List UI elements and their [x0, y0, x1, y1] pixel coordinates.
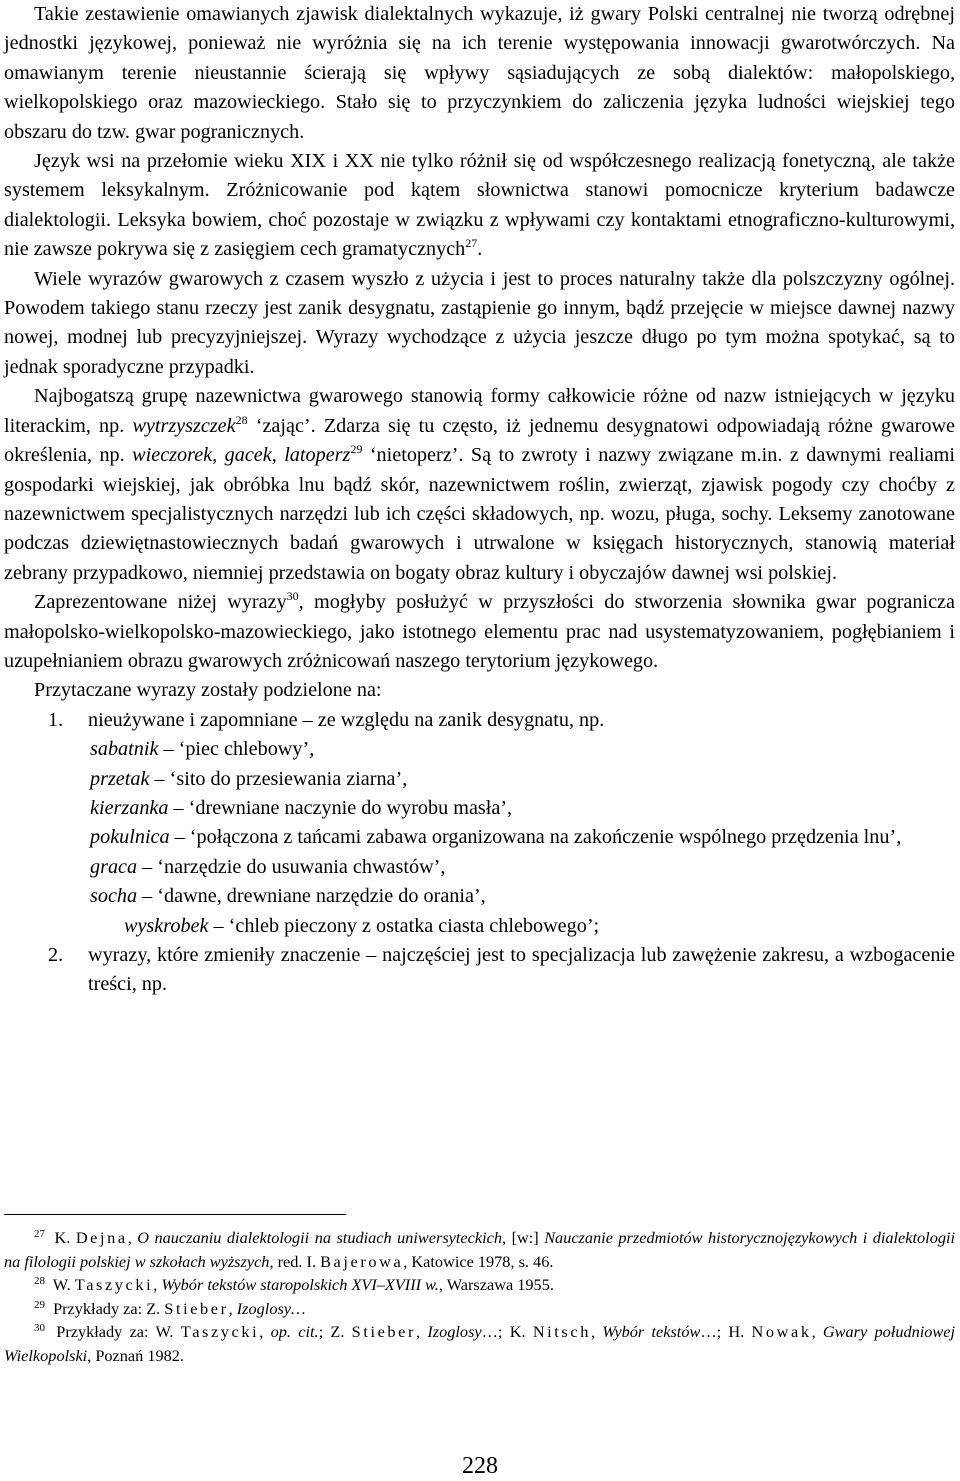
paragraph-1	[4, 0, 955, 147]
example-item	[4, 823, 955, 852]
paragraph-4	[4, 382, 955, 588]
footnotes	[4, 1226, 955, 1368]
footnote-27-mark: 27	[34, 1228, 45, 1240]
paragraph-4-term-1: wytrzyszczek	[132, 414, 236, 437]
example-definition: – ‘drewniane naczynie do wyrobu masła’,	[168, 796, 513, 819]
footnote-29-author: Stieber	[164, 1298, 229, 1318]
paragraph-2-end: .	[477, 238, 483, 261]
footnote-27-text: , Katowice 1978, s. 46.	[403, 1251, 554, 1271]
example-definition: – ‘chleb pieczony z ostatka ciasta chlebowego’;	[208, 914, 600, 937]
footnote-27	[4, 1226, 955, 1273]
example-list	[4, 735, 955, 941]
footnote-29	[4, 1297, 955, 1321]
footnote-28-text: ,	[153, 1275, 162, 1295]
footnote-27-book-title: Nauczanie przedmiotów historycznojęzykowych i dialektologii na filologii polskiej w szkołach wyższych	[4, 1228, 956, 1271]
footnote-30-title: Izoglosy	[427, 1322, 482, 1342]
footnote-28-text: , Warszawa 1955.	[438, 1275, 554, 1295]
footnote-30-mark: 30	[34, 1322, 45, 1335]
paragraph-3	[4, 265, 955, 383]
footnote-30-title: Wybór tekstów	[602, 1322, 701, 1342]
paragraph-4-text-a: Najbogatszą grupę nazewnictwa gwarowego stanowią formy całkowicie różne od nazw istniejących w języku literackim, np.	[4, 385, 955, 437]
footnote-27-author: Dejna	[75, 1228, 128, 1247]
paragraph-6	[4, 676, 955, 705]
paragraph-4-text-b: ‘zając’. Zdarza się tu często, iż jednemu desygnatowi odpowiadają różne gwarowe określenia, np.	[4, 414, 955, 467]
footnote-28-author: Taszycki	[74, 1275, 154, 1295]
example-term: pokulnica	[90, 826, 170, 849]
footnote-ref-27: 27	[465, 236, 478, 251]
example-term: socha	[90, 885, 138, 908]
footnote-27-text: K.	[49, 1228, 76, 1247]
example-definition: – ‘narzędzie do usuwania chwastów’,	[137, 855, 446, 878]
list-item-1	[4, 706, 955, 735]
example-item	[4, 794, 955, 823]
example-item	[4, 765, 955, 794]
footnote-30-text: ,	[259, 1322, 271, 1342]
paragraph-6-text: Przytaczane wyrazy zostały podzielone na:	[34, 679, 382, 702]
footnote-28-mark: 28	[34, 1275, 45, 1288]
footnote-30-text: Przykłady za: W.	[49, 1322, 181, 1342]
example-definition: – ‘połączona z tańcami zabawa organizowana na zakończenie wspólnego przędzenia lnu’,	[169, 826, 902, 849]
footnote-30-text: …; K.	[481, 1322, 533, 1342]
footnote-29-text: ,	[228, 1298, 237, 1318]
footnote-30-text: …; H.	[700, 1322, 752, 1342]
footnote-28-text: W.	[49, 1275, 75, 1295]
footnote-30-author: Stieber	[351, 1322, 416, 1342]
footnote-30-text: ; Z.	[318, 1322, 352, 1342]
footnote-ref-30: 30	[286, 589, 299, 604]
main-text	[4, 0, 955, 1000]
example-term: kierzanka	[90, 796, 169, 819]
footnote-30-text: , Poznań 1982.	[87, 1345, 184, 1365]
example-definition: – ‘dawne, drewniane narzędzie do orania’,	[137, 885, 486, 908]
example-term: graca	[90, 855, 138, 878]
footnote-30-title: op. cit.	[270, 1322, 319, 1342]
list-item-1-number: 1.	[48, 708, 64, 731]
list-item-2-text: wyrazy, które zmieniły znaczenie – najczęściej jest to specjalizacja lub zawężenie zakresu, a wzbogacenie treści, np.	[88, 944, 955, 996]
paragraph-3-text: Wiele wyrazów gwarowych z czasem wyszło z użycia i jest to proces naturalny także dla polszczyzny ogólnej. Powodem takiego stanu rzeczy jest zanik desygnatu, zastąpienie go innym, bądź przejęcie w miejsce dawnej nazwy nowej, modnej lub precyzyjniejszej. Wyrazy wychodzące z użycia jeszcze długo po tym można spotykać, są to jednak sporadyczne przypadki.	[4, 267, 955, 378]
footnote-ref-29: 29	[350, 442, 363, 457]
example-item	[4, 735, 955, 764]
footnote-30-author: Nowak	[751, 1322, 812, 1342]
paragraph-4-text-c: ‘nietoperz’. Są to zwroty i nazwy związane m.in. z dawnymi realiami gospodarki wiejskiej, jak obróbka lnu bądź skór, nazewnictwem roślin, zwierząt, zjawisk pogody czy choćby z nazewnictwem specjalistycznych narzędzi lub ich części składowych, np. wozu, pługa, sochy. Leksemy zanotowane podczas dziewiętnastowiecznych badań gwarowych i utrwalone w księgach historycznych, stanowią materiał zebrany przypadkowo, niemniej przedstawia on bogaty obraz kultury i obyczajów dawnej wsi polskiej.	[4, 444, 955, 584]
list-item-2-number: 2.	[48, 944, 64, 966]
example-item	[4, 912, 955, 941]
footnote-30-author: Nitsch	[532, 1322, 591, 1342]
footnote-27-title: O nauczaniu dialektologii na studiach uniwersyteckich	[137, 1228, 503, 1247]
list-item-1-text: nieużywane i zapomniane – ze względu na zanik desygnatu, np.	[88, 708, 605, 731]
paragraph-5-text-b: , mogłyby posłużyć w przyszłości do stworzenia słownika gwar pogranicza małopolsko-wielkopolsko-mazowieckiego, jako istotnego elementu prac nad usystematyzowaniem, pogłębianiem i uzupełnianiem obrazu gwarowych zróżnicowań naszego terytorium językowego.	[4, 591, 955, 672]
footnote-29-title: Izoglosy…	[236, 1298, 306, 1318]
example-definition: – ‘piec chlebowy’,	[158, 738, 315, 761]
example-term: wyskrobek	[124, 914, 209, 937]
example-item	[4, 853, 955, 882]
footnote-28	[4, 1273, 955, 1297]
footnote-29-mark: 29	[34, 1298, 45, 1311]
footnote-30-text: ,	[811, 1322, 823, 1342]
page-number: 228	[462, 1453, 498, 1479]
footnote-30-title: Gwary południowej Wielkopolski	[4, 1322, 956, 1365]
footnote-ref-28: 28	[235, 412, 248, 427]
paragraph-1-text: Takie zestawienie omawianych zjawisk dialektalnych wykazuje, iż gwary Polski centralnej nie tworzą odrębnej jednostki językowej, ponieważ nie wyróżnia się na ich terenie występowania innowacji gwarotwórczych. Na omawianym terenie nieustannie ścierają się wpływy sąsiadujących ze sobą dialektów: małopolskiego, wielkopolskiego oraz mazowieckiego. Stało się to przyczynkiem do zaliczenia języka ludności wiejskiej tego obszaru do tzw. gwar pogranicznych.	[4, 3, 955, 143]
footnote-27-editor: Bajerowa	[320, 1251, 404, 1271]
example-term: przetak	[90, 767, 150, 790]
footnote-28-title: Wybór tekstów staropolskich XVI–XVIII w.	[161, 1275, 439, 1295]
paragraph-5-text-a: Zaprezentowane niżej wyrazy	[34, 591, 287, 614]
footnote-30	[4, 1320, 955, 1367]
list-item-2	[4, 941, 955, 1000]
footnote-30-text: ,	[416, 1322, 428, 1342]
footnote-30-author: Taszycki	[180, 1322, 260, 1342]
example-definition: – ‘sito do przesiewania ziarna’,	[149, 767, 408, 790]
example-term: sabatnik	[90, 738, 159, 761]
paragraph-4-term-2: wieczorek, gacek, latoperz	[132, 444, 351, 467]
paragraph-2	[4, 147, 955, 265]
paragraph-2-text: Język wsi na przełomie wieku XIX i XX nie tylko różnił się od współczesnego realizacją fonetyczną, ale także systemem leksykalnym. Zróżnicowanie pod kątem słownictwa stanowi pomocnicze kryterium badawcze dialektologii. Leksyka bowiem, choć pozostaje w związku z wpływami czy kontaktami etnograficzno-kulturowymi, nie zawsze pokrywa się z zasięgiem cech gramatycznych	[4, 150, 955, 261]
footnote-separator	[4, 1214, 346, 1215]
footnote-27-text: ,	[127, 1228, 138, 1247]
word-category-list	[4, 706, 955, 1000]
paragraph-5	[4, 588, 955, 676]
footnote-30-text: ,	[590, 1322, 603, 1342]
footnote-27-text: , [w:]	[502, 1228, 545, 1247]
example-item	[4, 882, 955, 911]
footnote-27-text: , red. I.	[269, 1251, 321, 1271]
footnote-29-text: Przykłady za: Z.	[49, 1298, 165, 1318]
